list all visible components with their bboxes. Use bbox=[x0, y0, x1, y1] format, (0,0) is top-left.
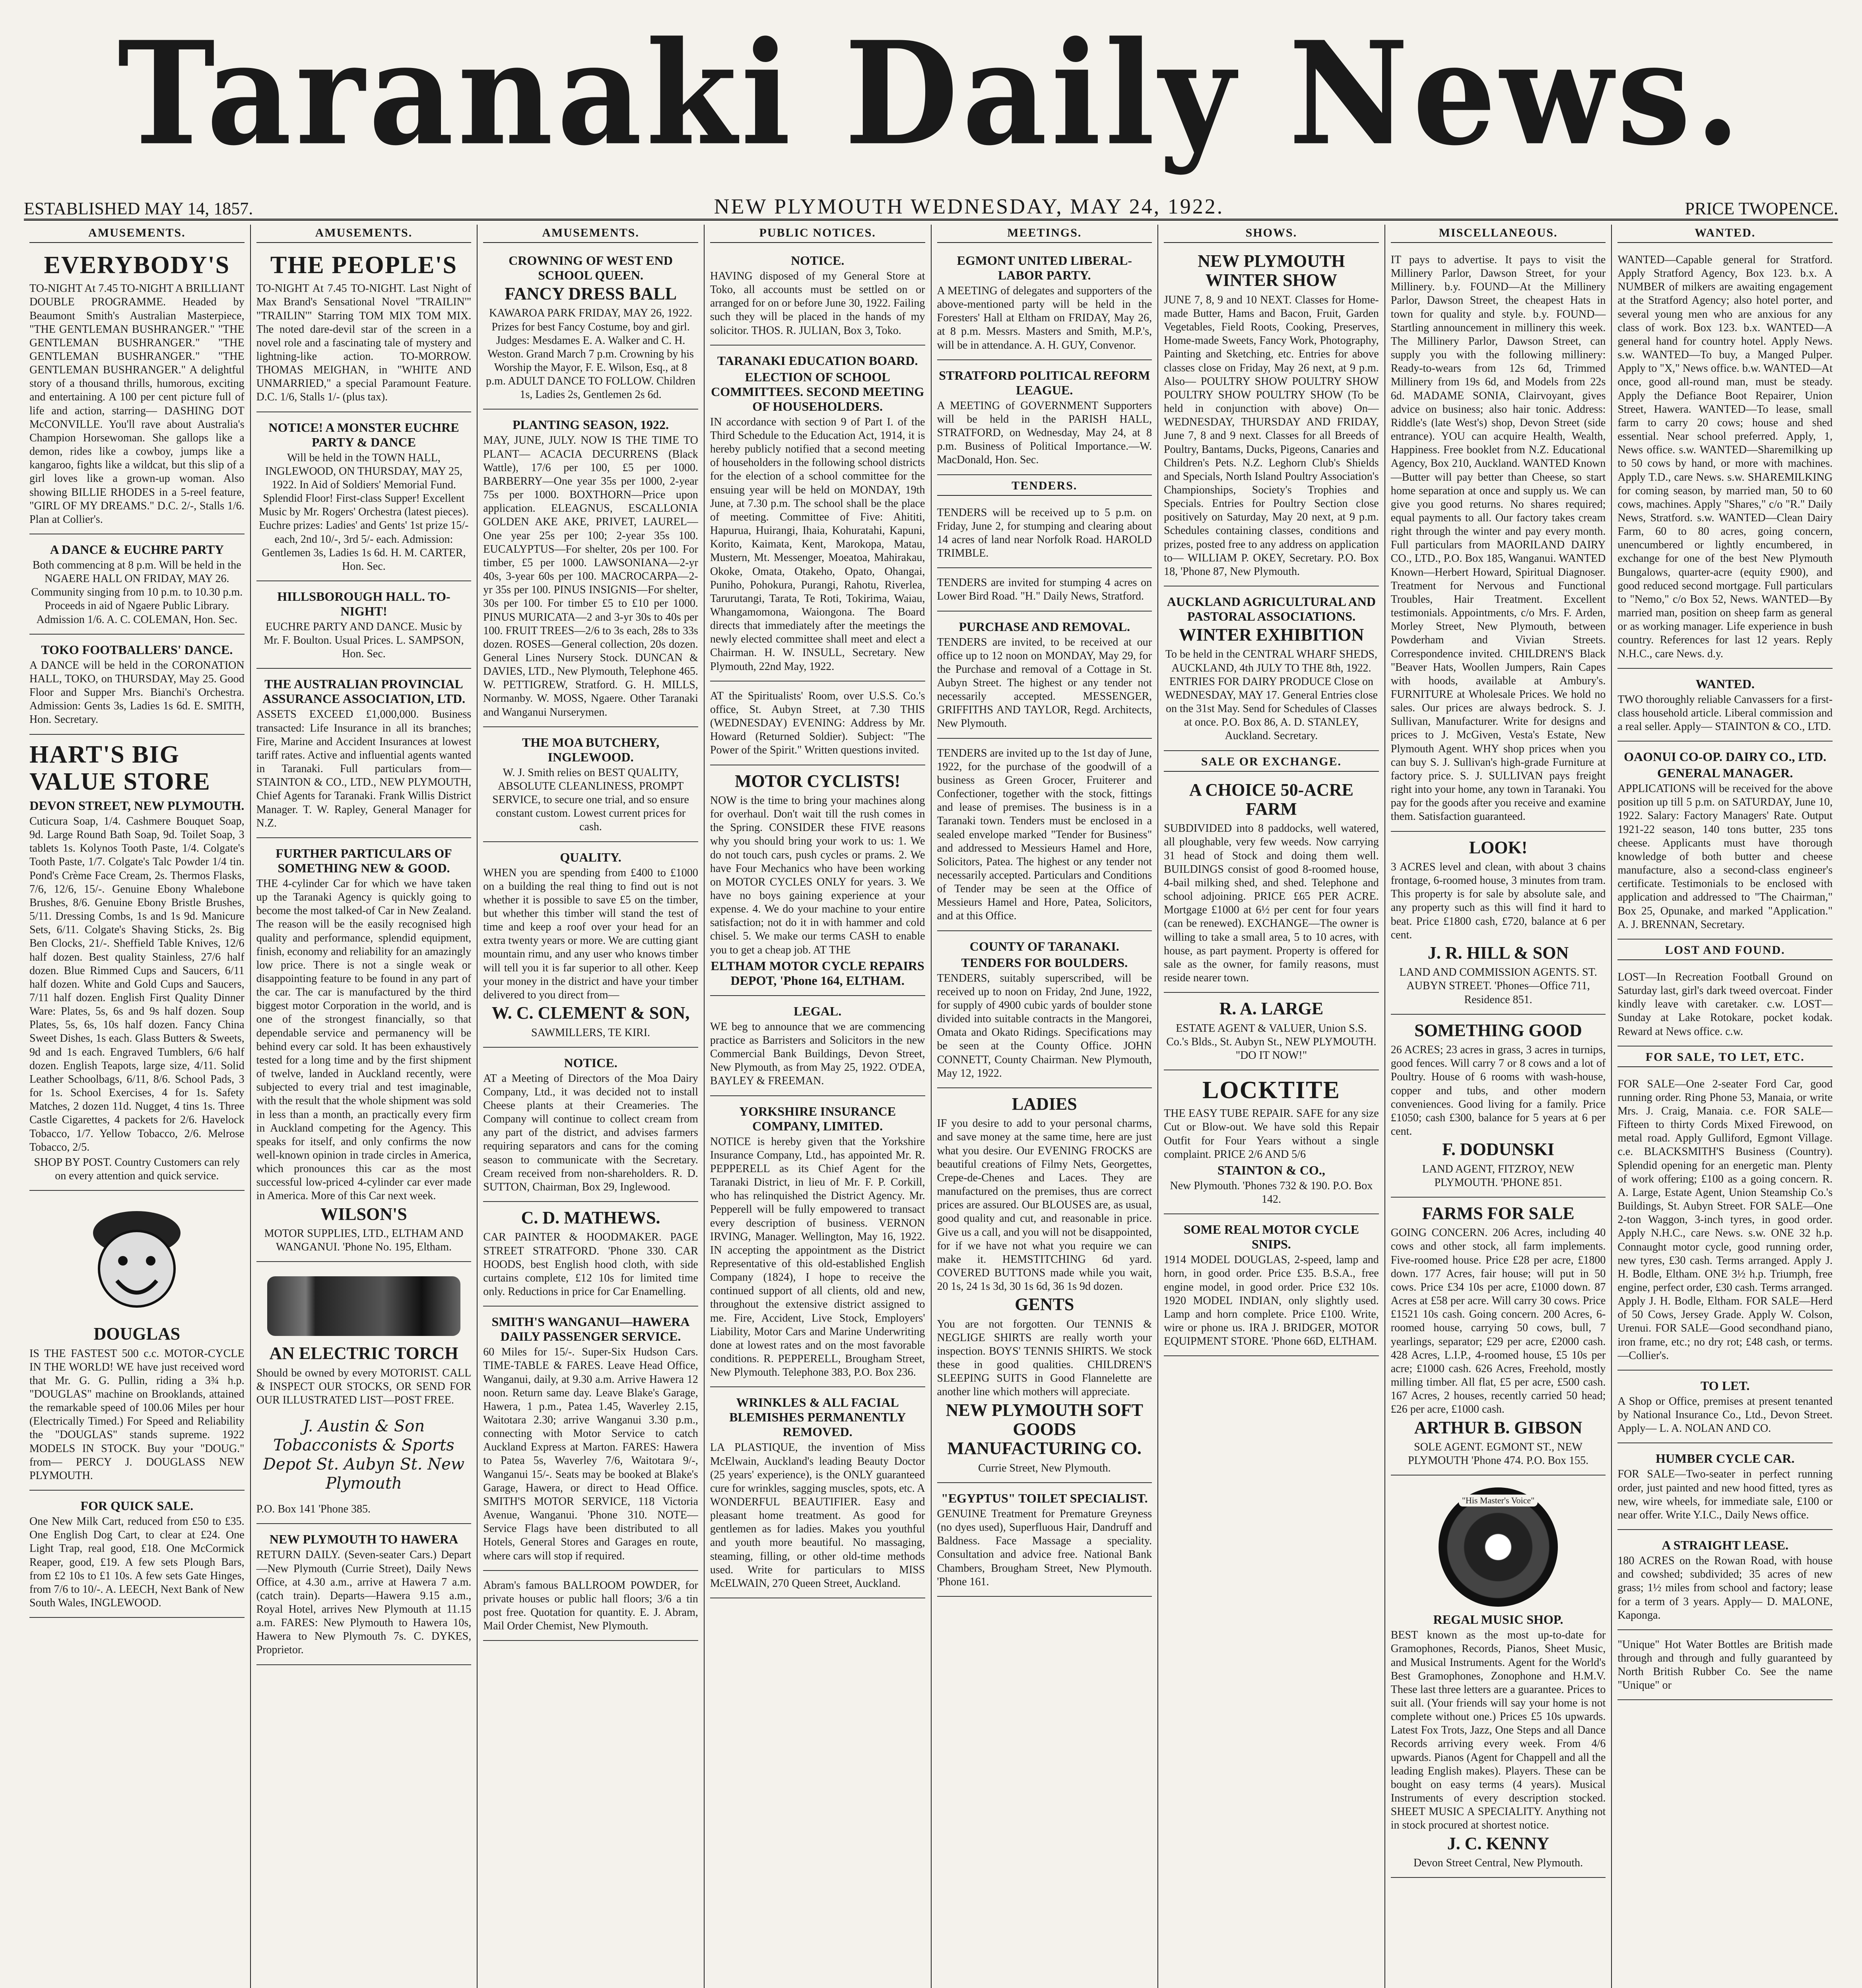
meeting-stratford-reform bbox=[937, 363, 1152, 475]
column-6 bbox=[1158, 225, 1385, 1988]
ad-body: A Shop or Office, premises at present tenanted by National Insurance Co., Ltd., Devon Street. Apply— L. A. NOLAN AND CO. bbox=[1617, 1395, 1833, 1435]
ad-title: GENTS bbox=[1015, 1295, 1074, 1314]
ad-title: THE PEOPLE'S bbox=[270, 252, 458, 279]
ad-body: BEST known as the most up-to-date for Gramophones, Records, Pianos, Sheet Music, and Musical Instruments. Agent for the World's Best Gramophones, Zonophone and H.M.V. These last three letters are a guarantee. Prices to suit all. (Your friends will say your home is not complete without one.) Prices £5 10s upwards. Latest Fox Trots, Jazz, One Steps and all Dance Records arriving every week. From 4/6 upwards. Pianos (Agent for Chappell and all the leading English makes). Players. These can be bought on easy terms (4 years). Musical Instruments of every description stocked. SHEET MUSIC A SPECIALITY. Anything not in stock procured at shortest notice. bbox=[1390, 1629, 1606, 1832]
ad-title: HUMBER CYCLE CAR. bbox=[1656, 1451, 1795, 1466]
ad-body: WANTED—Capable general for Stratford. Apply Stratford Agency, Box 123. b.x. A NUMBER of milkers are awaiting engagement at the Stratford Agency; also hotel porter, and several young men who are anxious for any class of work. Box 123. b.x. WANTED—A general hand for country hotel. Apply News. s.w. WANTED—To buy, a Manged Pulper. Apply to "X," News office. b.w. WANTED—At once, good all-round man, must be steady. Apply the Defiance Boot Repairer, Union Street, Hawera. WANTED—To lease, small farm to carry 20 cows; house and shed essential. Near school preferred. Apply, 1, News office. s.w. WANTED—Sharemilking up to 50 cows by hand, or more with machines. Apply T.D., care News. s.w. SHAREMILKING for coming season, by married man, 50 to 60 cows, machines. Apply "Shares," c/o "R." Daily News, Stratford. s.w. WANTED—Clean Dairy Farm, 60 to 80 acres, going concern, unencumbered or lightly encumbered, in exchange for one of the best New Plymouth Bungalows, quarter-acre (equity £900), and good reduced second mortgage. Full particulars to "Nemo," c/o Box 52, News. WANTED—By married man, position on sheep farm as general or as working manager. Life experience in bush country. References for last 12 years. Reply N.H.C., care News. d.y. bbox=[1617, 254, 1833, 660]
ad-euchre-party bbox=[29, 537, 245, 635]
ad-address: MOTOR SUPPLIES, LTD., ELTHAM AND WANGANUI. 'Phone No. 195, Eltham. bbox=[264, 1227, 464, 1254]
ad-wrinkles bbox=[710, 1390, 925, 1598]
ad-straight-lease bbox=[1617, 1532, 1833, 1630]
ad-body: JUNE 7, 8, 9 and 10 NEXT. Classes for Home-made Butter, Hams and Bacon, Fruit, Garden Vegetables, Field Roots, Cooking, Preserves, Home-made Sweets, Fancy Work, Photography, Painting and Sketching, etc. Entries for above classes close on Friday, May 26 next, at 9 p.m. Also— POULTRY SHOW POULTRY SHOW POULTRY SHOW POULTRY SHOW (To be held in conjunction with above) On— WEDNESDAY, THURSDAY AND FRIDAY, June 7, 8 and 9 next. Classes for all Breeds of Poultry, Bantams, Ducks, Pigeons, Canaries and Children's Pets. N.Z. Leghorn Club's Shields and Specials, North Island Poultry Association's Championships, Society's Trophies and Specials. Entries for Poultry Section close positively on Saturday, May 20 next, at 9 p.m. Schedules containing classes, conditions and prizes, posted free to any address on application to— WILLIAM P. OKEY, Secretary. P.O. Box 18, 'Phone 87, New Plymouth. bbox=[1164, 293, 1379, 578]
column-heading: MEETINGS. bbox=[937, 225, 1152, 243]
ad-douglas bbox=[29, 1193, 245, 1491]
ad-something-good bbox=[1391, 1017, 1606, 1198]
tender-purchase-removal bbox=[937, 614, 1152, 739]
ad-body: 60 Miles for 15/-. Super-Six Hudson Cars. TIME-TABLE & FARES. Leave Head Office, Wanganui, daily, at 9.30 a.m. Arrive Hawera 12 noon. Return same day. Leave Blake's Garage, Hawera, 1 p.m., Patea 1.45, Waverley 2.15, Waitotara 2.30; arrive Wanganui 3.30 p.m., connecting with Motor Service to catch Auckland Express at Marton. FARES: Hawera to Patea 5s, Waverley 7/6, Waitotara 9/-, Wanganui 15/-. Seats may be booked at Blake's Garage, Hawera, or direct to Head Office. SMITH'S MOTOR SERVICE, 118 Victoria Avenue, Wanganui. 'Phone 310. NOTE—Service Flags have been distributed to all Hotels, General Stores and Garages en route, where cars will stop if required. bbox=[483, 1346, 698, 1562]
column-3 bbox=[478, 225, 705, 1988]
ad-title: OAONUI CO-OP. DAIRY CO., LTD. bbox=[1624, 749, 1827, 764]
ad-body: APPLICATIONS will be received for the above position up till 5 p.m. on SATURDAY, June 10, 1922. Salary: Factory Managers' Rate. Output 1921-22 season, 140 tons butter, 235 tons cheese. Applicants must have thorough knowledge of both butter and cheese manufacture, also a second-class engineer's certificate. Testimonials to be enclosed with application and addressed to "The Chairman," Box 25, Opunake, and marked "Application." A. J. BRENNAN, Secretary. bbox=[1617, 782, 1833, 931]
column-heading: AMUSEMENTS. bbox=[29, 225, 245, 243]
ad-soft-goods bbox=[937, 1091, 1152, 1483]
ad-title: SMITH'S WANGANUI—HAWERA DAILY PASSENGER SERVICE. bbox=[491, 1314, 690, 1344]
ad-fancy-dress-ball bbox=[483, 248, 698, 410]
ad-company: J. C. KENNY bbox=[1447, 1833, 1549, 1853]
ad-title: NEW PLYMOUTH TO HAWERA bbox=[269, 1532, 458, 1547]
ad-body: WHEN you are spending from £400 to £1000 on a building the real thing to find out is not whether it is possible to save £5 on the timber, but whether this timber will stand the test of time and keep a roof over your head for an extra twenty years or more. We are cutting giant mountain rimu, and any user who knows timber will tell you it is far superior to all other. Keep your money in the district and have your timber delivered to you direct from— bbox=[483, 866, 698, 1001]
ad-body: A MEETING of delegates and supporters of the above-mentioned party will be held in the Foresters' Hall at Eltham on FRIDAY, May 26, at 8 p.m. Messrs. Masters and Smith, M.P.'s, will be in attendance. A. H. GUY, Convenor. bbox=[937, 285, 1152, 351]
ad-body: LA PLASTIQUE, the invention of Miss McElwain, Auckland's leading Beauty Doctor (25 years' experience), is the ONLY guaranteed cure for wrinkles, sagging muscles, spots, etc. A WONDERFUL BEAUTIFIER. Easy and pleasant home treatment. As good for gentlemen as for ladies. Makes you youthful and youth more beautiful. No massaging, steaming, filling, or other old-time methods used. Write for particulars to MISS McELWAIN, 270 Queen Street, Auckland. bbox=[710, 1441, 925, 1590]
ad-title: FOR QUICK SALE. bbox=[80, 1499, 194, 1513]
for-sale-classifieds bbox=[1617, 1072, 1833, 1371]
misc-classifieds bbox=[1391, 248, 1606, 832]
ad-title: NOTICE. bbox=[564, 1055, 617, 1070]
ad-address: LAND AND COMMISSION AGENTS. ST. AUBYN STREET. 'Phones—Office 711, Residence 851. bbox=[1399, 966, 1597, 1006]
ad-hillsborough bbox=[256, 584, 472, 669]
ad-clement-son bbox=[483, 845, 698, 1048]
record-label: "His Master's Voice" bbox=[1459, 1495, 1538, 1507]
ad-egyptus bbox=[937, 1485, 1152, 1597]
masthead-title: Taranaki Daily News. bbox=[117, 10, 1745, 177]
ad-footer: ELTHAM MOTOR CYCLE REPAIRS DEPOT, 'Phone 164, ELTHAM. bbox=[711, 958, 924, 988]
dateline-text: NEW PLYMOUTH WEDNESDAY, MAY 24, 1922. bbox=[714, 194, 1224, 218]
ad-title: WILSON'S bbox=[320, 1204, 407, 1224]
ad-title: LOOK! bbox=[1469, 837, 1528, 857]
notice-spiritualists bbox=[710, 684, 925, 765]
section-heading-sale: SALE OR EXCHANGE. bbox=[1164, 753, 1379, 772]
ad-title: NEW PLYMOUTH WINTER SHOW bbox=[1198, 251, 1345, 290]
ad-heading: GENERAL MANAGER. bbox=[1657, 766, 1793, 780]
gramophone-record-icon bbox=[1439, 1487, 1558, 1607]
ad-body: TWO thoroughly reliable Canvassers for a first-class household article. Liberal commission and a real seller. Apply— STAINTON & CO., LTD. bbox=[1617, 693, 1833, 733]
ad-regal-music bbox=[1391, 1478, 1606, 1878]
ad-title: THE AUSTRALIAN PROVINCIAL ASSURANCE ASSOCIATION, LTD. bbox=[262, 677, 466, 706]
tender-county-boulders bbox=[937, 934, 1152, 1088]
ad-title: SOMETHING GOOD bbox=[1414, 1020, 1582, 1040]
ad-everybodys bbox=[29, 248, 245, 534]
ad-body: WE beg to announce that we are commencing practice as Barristers and Solicitors in the new Commercial Bank Buildings, Devon Street, New Plymouth, as from May 25, 1922. O'DEA, BAYLEY & FREEMAN. bbox=[710, 1020, 925, 1087]
ad-title: TO LET. bbox=[1701, 1378, 1750, 1393]
ad-title: TARANAKI EDUCATION BOARD. bbox=[717, 353, 918, 368]
ad-title: AUCKLAND AGRICULTURAL AND PASTORAL ASSOCIATIONS. bbox=[1167, 594, 1376, 624]
ad-company: NEW PLYMOUTH SOFT GOODS MANUFACTURING CO. bbox=[946, 1400, 1143, 1458]
ad-company: STAINTON & CO., bbox=[1217, 1163, 1325, 1177]
ad-body: 26 ACRES; 23 acres in grass, 3 acres in turnips, good fences. Will carry 7 or 8 cows and a lot of Poultry. House of 6 rooms with wash-house, copper and tubs, and other modern conveniences. Good living for a family. Price £1050; cash £300, balance for 5 years at 6 per cent. bbox=[1390, 1044, 1606, 1138]
ad-title: WRINKLES & ALL FACIAL BLEMISHES PERMANENTLY REMOVED. bbox=[729, 1395, 906, 1439]
tender-stumping bbox=[937, 571, 1152, 611]
ad-winter-show bbox=[1164, 248, 1379, 586]
ad-cd-mathews bbox=[483, 1204, 698, 1307]
columns bbox=[24, 225, 1838, 1988]
column-7 bbox=[1385, 225, 1612, 1988]
ad-harts-store bbox=[29, 737, 245, 1191]
ad-look bbox=[1391, 834, 1606, 1015]
established-text: ESTABLISHED MAY 14, 1857. bbox=[24, 199, 253, 218]
ad-motor-cycle-snips bbox=[1164, 1217, 1379, 1356]
ad-body: LOST—In Recreation Football Ground on Saturday last, girl's dark tweed overcoat. Finder kindly leave with caretaker. c.w. LOST—Sunday at Lake Rotokare, pocket kodak. Reward at News office. c.w. bbox=[1617, 971, 1833, 1038]
ad-body: TENDERS are invited up to the 1st day of June, 1922, for the purchase of the goodwill of a business as Green Grocer, Fruiterer and Confectioner, together with the stock, fittings and lease of premises. The business is in a Taranaki town. Tenders must be enclosed in a sealed envelope marked "Tender for Business" and addressed to Messieurs Hamel and Hore, Solicitors, Patea. The highest or any tender not necessarily accepted. Particulars and Conditions of Tender may be seen at the Office of Messieurs Hamel and Hore, Patea, Solicitors, and at this Office. bbox=[937, 747, 1152, 922]
ad-body: TO-NIGHT At 7.45 TO-NIGHT A BRILLIANT DOUBLE PROGRAMME. Headed by Beaumont Smith's Australian Masterpiece, "THE GENTLEMAN BUSHRANGER." "THE GENTLEMAN BUSHRANGER." "THE GENTLEMAN BUSHRANGER." "THE GENTLEMAN BUSHRANGER." A delightful story of a thousand thrills, humorous, exciting and entertaining. A 100 per cent picture full of life and action, starring— DASHING DOT McCONVILLE. You'll rave about Australia's Champion Horsewoman. She gallops like a demon, rides like a cowboy, jumps like a kangaroo, fights like a wildcat, but this slip of a girl loves like a grown-up woman. Also showing BILLIE RHODES in a 5-reel feature, "GIRL OF MY DREAMS." D.C. 2/-, Stalls 1/6. Plan at Collier's. bbox=[29, 282, 245, 526]
column-heading: MISCELLANEOUS. bbox=[1391, 225, 1606, 243]
ad-address: Currie Street, New Plymouth. bbox=[978, 1462, 1111, 1474]
ad-provincial-assurance bbox=[256, 671, 472, 838]
ad-body: ASSETS EXCEED £1,000,000. Business transacted: Life Insurance in all its branches; Fire, Marine and Accident Insurances at lowest tariff rates. Active and influential agents wanted in Taranaki. Full particulars from— STAINTON & CO., LTD., NEW PLYMOUTH, Chief Agents for Taranaki. Frank Willis District Manager. T. W. Rapley, General Manager for N.Z. bbox=[256, 708, 472, 829]
ad-auckland-exhibition bbox=[1164, 589, 1379, 751]
ad-body: IS THE FASTEST 500 c.c. MOTOR-CYCLE IN THE WORLD! WE have just received word that Mr. G. G. Pullin, riding a 3¾ h.p. "DOUGLAS" machine on Brooklands, attained the remarkable speed of 100.06 Miles per hour (Electrically Timed.) For Speed and Reliability the "DOUGLAS" stands supreme. 1922 MODELS IN STOCK. Buy your "DOUG." from— PERCY J. DOUGLASS NEW PLYMOUTH. bbox=[29, 1347, 245, 1482]
ad-body: ESTATE AGENT & VALUER, Union S.S. Co.'s Blds., St. Aubyn St., NEW PLYMOUTH. "DO IT NOW!" bbox=[1166, 1022, 1377, 1062]
ad-body: TENDERS are invited, to be received at our office up to 12 noon on MONDAY, May 29, for the Purchase and removal of a Cottage in St. Aubyn Street. The highest or any tender not necessarily accepted. MESSENGER, GRIFFITHS AND TAYLOR, Regd. Architects, New Plymouth. bbox=[937, 636, 1152, 730]
ad-title: LOCKTITE bbox=[1202, 1077, 1340, 1104]
ad-title: THE MOA BUTCHERY, INGLEWOOD. bbox=[522, 735, 660, 764]
ad-title: W. C. CLEMENT & SON, bbox=[491, 1003, 690, 1023]
ad-title: YORKSHIRE INSURANCE COMPANY, LIMITED. bbox=[739, 1104, 896, 1133]
wanted-canvassers bbox=[1617, 671, 1833, 742]
price-text: PRICE TWOPENCE. bbox=[1685, 199, 1838, 218]
ad-body: A MEETING of GOVERNMENT Supporters will be held in the PARISH HALL, STRATFORD, on Wednesday, May 24, at 8 p.m. Business of Political Importance.—W. MacDonald, Hon. Sec. bbox=[937, 399, 1152, 466]
notice-yorkshire-insurance bbox=[710, 1099, 925, 1388]
wanted-classifieds bbox=[1617, 248, 1833, 669]
column-1 bbox=[24, 225, 251, 1988]
ad-body: MAY, JUNE, JULY. NOW IS THE TIME TO PLANT— ACACIA DECURRENS (Black Wattle), 17/6 per 100, £5 per 1000. BARBERRY—One year 35s per 1000, 2-year 75s per 1000. BOXTHORN—Price upon application. ELEAGNUS, ESCALLONIA GOLDEN AKE AKE, PRIVET, LAUREL—One year 25s per 100; 2-year 35s 100. EUCALYPTUS—For shelter, 20s per 100. For timber, £5 per 1000. LAWSONIANA—2-yr 40s, 3-year 60s per 100. MACROCARPA—2-yr 35s per 100. PINUS INSIGNIS—For shelter, 30s per 100. For timber £5 to £10 per 1000. PINUS MURICATA—2 and 3-yr 30s to 40s per 100. FRUIT TREES—2/6 to 3s each, 28s to 33s dozen. ROSES—General collection, 20s dozen. General Lines Nursery Stock. DUNCAN & DAVIES, LTD., New Plymouth, Telephone 465. W. PETTIGREW, Stratford. G. H. MILLS, Normanby. W. MOSS, Ngaere. Other Taranaki and Wanganui Nurserymen. bbox=[483, 434, 698, 718]
ad-np-hawera bbox=[256, 1526, 472, 1665]
ad-body: IN accordance with section 9 of Part I. of the Third Schedule to the Education Act, 1914, it is hereby publicly notified that a second meeting of householders in the following school districts for the election of a school committee for the ensuing year will be held on MONDAY, 19th June, at 7.30 p.m. The school shall be the place of meeting. Committee of Five: Ahititi, Hapurua, Huirangi, Ihaia, Kohuratahi, Kapuni, Korito, Kaimata, Kent, Marokopa, Matau, Mustern, Mt. Messenger, Moeatoa, Mahirakau, Okoke, Omata, Otakeho, Opato, Ohangai, Puniho, Pohokura, Purangi, Rahotu, Riverlea, Tarurutangi, Tarata, Te Roti, Tokirima, Waiau, Whangamomona, Waiongona. The Board directs that immediately after the meetings the newly elected committee shall meet and elect a Chairman. H. W. INSULL, Secretary. New Plymouth, 22nd May, 1922. bbox=[710, 415, 925, 673]
ad-body: TO-NIGHT At 7.45 TO-NIGHT. Last Night of Max Brand's Sensational Novel "TRAILIN'" "TRAILIN'" Starring TOM MIX TOM MIX. The noted dare-devil star of the screen in a novel role and a fascinating tale of mystery and lightning-like action. TO-MORROW. THOMAS MEIGHAN, in "WHITE AND UNMARRIED," a special Paramount Feature. D.C. 1/6, Stalls 1/- (plus tax). bbox=[256, 282, 472, 404]
ad-title: STRATFORD POLITICAL REFORM LEAGUE. bbox=[939, 368, 1150, 397]
ad-title: R. A. LARGE bbox=[1219, 999, 1324, 1019]
ad-title: A CHOICE 50-ACRE FARM bbox=[1189, 780, 1354, 819]
ad-body: FOR SALE—Two-seater in perfect running order, just painted and new hood fitted, tyres as new, wire wheels, for immediate sale, £100 or near offer. Write Y.I.C., Daily News office. bbox=[1617, 1468, 1833, 1521]
ad-body: IF you desire to add to your personal charms, and save money at the same time, here are just what you desire. Our EVENING FROCKS are beautiful creations of Filmy Nets, Georgettes, Crepe-de-Chenes and Laces. They are manufactured on the premises, thus are correct prices are assured. Our BLOUSES are, as usual, good quality and cut, and reasonable in price. Give us a call, and you will not be disappointed, for if we have not what you require we can make it. HEMSTITCHING 6d yard. COVERED BUTTONS made while you wait, 20 1s, 24 1s 3d, 30 1s 6d, 36 1s 9d dozen. bbox=[937, 1117, 1152, 1293]
ad-humber-cycle-car bbox=[1617, 1446, 1833, 1530]
column-4 bbox=[705, 225, 932, 1988]
notice-legal bbox=[710, 998, 925, 1096]
column-8 bbox=[1612, 225, 1838, 1988]
ad-address: SOLE AGENT. EGMONT ST., NEW PLYMOUTH 'Phone 474. P.O. Box 155. bbox=[1408, 1441, 1589, 1467]
ad-electric-torch bbox=[256, 1264, 472, 1524]
ad-monster-euchre bbox=[256, 415, 472, 581]
ad-body: GOING CONCERN. 206 Acres, including 40 cows and other stock, all farm implements. Five-roomed house. Price £28 per acre, £1800 down. 177 Acres, fair house; will put in 50 cows. Price £34 10s per acre, £1000 down. 87 Acres at £58 per acre. Will carry 30 cows. Price £1521 10s cash. Going concern. 200 Acres, 6-roomed house, carrying 50 cows, bull, 7 yearlings, separator; £29 per acre, £2000 cash. 428 Acres, L.I.P., 4-roomed house, £5 10s per acre; £1000 cash. 626 Acres, Freehold, mostly milling timber. All flat, £5 per acre, £500 cash. 167 Acres, 2 houses, recently carried 50 head; £26 per acre, £1000 cash. bbox=[1390, 1227, 1606, 1416]
meeting-egmont-liberal bbox=[937, 248, 1152, 360]
ad-title: EVERYBODY'S bbox=[44, 252, 230, 279]
ad-big: WINTER EXHIBITION bbox=[1179, 625, 1364, 645]
ad-title: HART'S BIG VALUE STORE bbox=[29, 741, 211, 795]
ad-motor-cyclists bbox=[710, 768, 925, 996]
ad-body: W. J. Smith relies on BEST QUALITY, ABSOLUTE CLEANLINESS, PROMPT SERVICE, to secure one trial, and so ensure constant custom. Lowest current prices for cash. bbox=[492, 766, 689, 833]
ad-smiths-service bbox=[483, 1309, 698, 1571]
ad-body: KAWAROA PARK FRIDAY, MAY 26, 1922. Prizes for best Fancy Costume, boy and girl. Judges: Mesdames E. A. Walker and C. H. Weston. Grand March 7 p.m. Crowning by his Worship the Mayor, F. E. Wilson, Esq., at 8 p.m. ADULT DANCE TO FOLLOW. Children 1s, Ladies 2s, Gentlemen 2s 6d. bbox=[486, 307, 695, 401]
ad-title: REGAL MUSIC SHOP. bbox=[1433, 1612, 1563, 1627]
column-5 bbox=[932, 225, 1159, 1988]
ad-title: C. D. MATHEWS. bbox=[521, 1208, 660, 1228]
ad-body: "Unique" Hot Water Bottles are British made through and through and fully guaranteed by North British Rubber Co. See the name "Unique" or bbox=[1617, 1638, 1833, 1692]
ad-address: LAND AGENT, FITZROY, NEW PLYMOUTH. 'PHONE 851. bbox=[1422, 1163, 1575, 1189]
ad-title: A STRAIGHT LEASE. bbox=[1662, 1538, 1788, 1553]
ad-title: NOTICE. bbox=[791, 253, 845, 268]
torch-icon bbox=[267, 1276, 461, 1336]
ad-company: J. R. HILL & SON bbox=[1427, 943, 1569, 963]
ad-heading: QUALITY. bbox=[560, 850, 621, 864]
ad-abram-powder bbox=[483, 1573, 698, 1641]
ad-body: IT pays to advertise. It pays to visit the Millinery Parlor, Dawson Street, for your Millinery. b.y. FOUND—At the Millinery Parlor, Dawson Street, the cheapest Hats in town for quality and style. b.y. FOUND—Startling announcement in millinery this week. The Millinery Parlor, Dawson Street, can supply you with the following millinery: Ready-to-wears from 12s 6d, Trimmed Millinery from 19s 6d, and Models from 22s 6d. MADAME SONIA, Clairvoyant, gives advice on business; also hair tonic. Address: Riddle's (late West's) shop, Devon Street (side entrance). YOU can acquire Health, Wealth, Happiness. Free booklet from N.Z. Educational Agency, Box 210, Auckland. WANTED Known—Butter will pay better than Cheese, so start home separation at once and supply us. We can give you good returns. No shares required; equal payments to all. Our factory takes cream right through the winter and pay every month. Full particulars from MAORILAND DAIRY CO., LTD., P.O. Box 185, Wanganui. WANTED Known—Herbert Howard, Spiritual Diagnoser. Treatment for Nervous and Functional Troubles, Hair Treatment. Excellent testimonials. Appointments, c/o Mrs. F. Arden, Morley Street, New Plymouth, between Powderham and Vivian Streets. Correspondence invited. CHILDREN'S Black "Beaver Hats, Woollen Jumpers, Rain Capes with hoods, available at Ambury's. FURNITURE at Wholesale Prices. We hold no sales. Our prices are always bedrock. S. J. Sullivan, Manufacturer. Write for designs and prices to J. McGiven, Vesta's Estate, New Plymouth Agent. WHY shop prices when you can buy S. J. Sullivan's high-grade Furniture at factory price. S. J. SULLIVAN pays freight right into your home, any town in Taranaki. You pay for the goods after you receive and examine them. Satisfaction guaranteed. bbox=[1390, 254, 1606, 823]
notice-julian bbox=[710, 248, 925, 346]
ad-title: NOTICE! A MONSTER EUCHRE PARTY & DANCE bbox=[268, 420, 459, 449]
ad-title: FANCY DRESS BALL bbox=[505, 284, 677, 303]
ad-hot-water-bottles bbox=[1617, 1633, 1833, 1701]
ad-body: 1914 MODEL DOUGLAS, 2-speed, lamp and horn, in good order. Price £35. B.S.A., free engine model, in good order. Price £32 10s. 1920 MODEL INDIAN, only slightly used. Lamp and horn complete. Price £100. Write, wire or phone us. IRA J. BRIDGER, MOTOR EQUIPMENT STORE. 'Phone 66D, ELTHAM. bbox=[1164, 1254, 1379, 1348]
ad-body: Will be held in the TOWN HALL, INGLEWOOD, ON THURSDAY, MAY 25, 1922. In Aid of Soldiers' Memorial Fund. Splendid Floor! First-class Supper! Excellent Music by Mr. Rogers' Orchestra (latest pieces). Euchre prizes: Ladies' and Gents' 1st prize 15/- each, 2nd 10/-, 3rd 5/- each. Admission: Gentlemen 3s, Ladies 1s 6d. H. M. CARTER, Hon. Sec. bbox=[259, 451, 469, 573]
ad-body: EUCHRE PARTY AND DANCE. Music by Mr. F. Boulton. Usual Prices. L. SAMPSON, Hon. Sec. bbox=[264, 621, 464, 660]
ad-body: NOTICE is hereby given that the Yorkshire Insurance Company, Ltd., has appointed Mr. R. PEPPERELL as its Chief Agent for the Taranaki District, in lieu of Mr. F. P. Corkill, who has relinquished the District Agency. Mr. Pepperell will be fully empowered to transact every description of business. VERNON IRVING, Manager. Wellington, May 16, 1922. IN accepting the appointment as the District Representative of this old-established English Company (1824), I hope to receive the continued support of all clients, old and new, throughout the extensive district assigned to me. Fire, Accident, Live Stock, Employers' Liability, Motor Cars and Marine Underwriting done at lowest rates and on the most favorable conditions. R. PEPPERELL, Brougham Street, New Plymouth. Telephone 383, P.O. Box 236. bbox=[710, 1135, 925, 1379]
ad-title: A DANCE & EUCHRE PARTY bbox=[50, 542, 224, 557]
ad-body: SUBDIVIDED into 8 paddocks, well watered, all ploughable, very few weeds. Now carrying 31 head of Stock and doing them well. BUILDINGS consist of good 8-roomed house, 4-bail milking shed, and shed. Telephone and school adjoining. PRICE £65 PER ACRE. Mortgage £1000 at 6½ per cent for four years (can be renewed). EXCHANGE—The owner is willing to take a small area, 5 to 10 acres, with house, as part payment. Property is offered for sale as the owner, for family reasons, must reside nearer town. bbox=[1164, 822, 1379, 984]
ad-title: "EGYPTUS" TOILET SPECIALIST. bbox=[941, 1491, 1148, 1505]
ad-toko-dance bbox=[29, 637, 245, 735]
to-let bbox=[1617, 1373, 1833, 1443]
section-heading-tenders: TENDERS. bbox=[937, 478, 1152, 496]
ad-body: 180 ACRES on the Rowan Road, with house and cowshed; subdivided; 35 acres of new grass; 1½ miles from school and factory; lease for a term of 3 years. Apply— D. MALONE, Kaponga. bbox=[1617, 1555, 1833, 1621]
ad-body: THE 4-cylinder Car for which we have taken up the Taranaki Agency is quickly going to become the most talked-of Car in New Zealand. The reason will be the easily recognised high quality and performance, splendid equipment, finish, economy and reliability for an amazingly low price. There is not a single weak or disappointing feature to be found in any part of the car. The car is manufactured by the third biggest motor Corporation in the world, and is one of the strongest financially, so that dependable service and permanency will be behind every car sold. It has been exhaustively tested for a long time and by the first shipment of twelve, landed in Auckland recently, were subjected to every trial and test imaginable, with the result that the whole shipment was sold in less than a month, an practically every firm in Auckland competing for the Agency. This speaks for itself, and only confirms the now well-known opinion in trade circles in America, which pronounces this car as the most successful low-priced 4-cylinder car ever made in America. More of this Car next week. bbox=[256, 877, 472, 1202]
ad-address: New Plymouth. 'Phones 732 & 190. P.O. Box 142. bbox=[1170, 1179, 1373, 1206]
ad-body: One New Milk Cart, reduced from £50 to £35. One English Dog Cart, to clear at £24. One Light Trap, real good, £18. One McCormick Reaper, good, £19. A few sets Plough Bars, from £2 10s to £1 10s. A few sets Gate Hinges, from 7/6 to 10/-. A. LEECH, Next Bank of New South Wales, INGLEWOOD. bbox=[29, 1515, 245, 1609]
ad-heading: FURTHER PARTICULARS OF SOMETHING NEW & GOOD. bbox=[276, 846, 452, 875]
ad-body: You are not forgotten. Our TENNIS & NEGLIGE SHIRTS are really worth your inspection. BOYS' TENNIS SHIRTS. We stock these in good qualities. CHILDREN'S SLEEPING SUITS in Good Flannelette are another line which mothers will appreciate. bbox=[937, 1318, 1152, 1398]
ad-body: AT a Meeting of Directors of the Moa Dairy Company, Ltd., it was decided not to install Cheese plants at their Creameries. The Company will continue to collect cream from any part of the district, and advises farmers requiring separators and cans for the coming season to communicate with the Secretary. Cream received from non-shareholders. R. D. SUTTON, Chairman, Box 29, Inglewood. bbox=[483, 1072, 698, 1193]
ad-title: EGMONT UNITED LIBERAL-LABOR PARTY. bbox=[957, 253, 1132, 282]
mascot-face-icon bbox=[29, 1201, 245, 1320]
ad-company: ARTHUR B. GIBSON bbox=[1414, 1417, 1582, 1437]
column-heading: AMUSEMENTS. bbox=[256, 225, 472, 243]
austin-signature: J. Austin & Son Tobacconists & Sports Depot St. Aubyn St. New Plymouth bbox=[263, 1417, 465, 1493]
ad-oaonui-dairy bbox=[1617, 744, 1833, 940]
ad-choice-farm bbox=[1164, 777, 1379, 993]
column-2 bbox=[251, 225, 478, 1988]
section-heading-lost: LOST AND FOUND. bbox=[1617, 942, 1833, 960]
column-heading: PUBLIC NOTICES. bbox=[710, 225, 925, 243]
ad-body: GENUINE Treatment for Premature Greyness (no dyes used), Superfluous Hair, Dandruff and Baldness. Face Massage a speciality. Consultation and advice free. National Bank Chambers, Brougham Street, New Plymouth. 'Phone 161. bbox=[937, 1507, 1152, 1588]
ad-title: PURCHASE AND REMOVAL. bbox=[959, 619, 1130, 634]
ad-body: NOW is the time to bring your machines along for overhaul. Don't wait till the rush comes in the Spring. CONSIDER these FIVE reasons why you should bring your work to us: 1. We do not touch cars, push cycles or prams. 2. We have Four Mechanics who have been working on MOTOR CYCLES ONLY for years. 3. We have no boys gaining experience at your expense. 4. We do your machine to your entire satisfaction; not do it in with hammer and cold chisel. 5. We make our terms CASH to enable you to get a cheap job. AT THE bbox=[710, 794, 925, 956]
ad-body: 3 ACRES level and clean, with about 3 chains frontage, 6-roomed house, 3 minutes from tram. This property is for sale by absolute sale, and any property such as this will find it hard to beat. Price £1800 cash, £720, balance at 6 per cent. bbox=[1390, 860, 1606, 941]
ad-ra-large bbox=[1164, 995, 1379, 1070]
column-heading: SHOWS. bbox=[1164, 225, 1379, 243]
ad-moa-butchery bbox=[483, 730, 698, 842]
ad-title: AN ELECTRIC TORCH bbox=[269, 1343, 458, 1363]
lost-found bbox=[1617, 965, 1833, 1046]
ad-quick-sale bbox=[29, 1493, 245, 1618]
tender-trimble bbox=[937, 501, 1152, 569]
ad-heading: CROWNING OF WEST END SCHOOL QUEEN. bbox=[509, 253, 673, 282]
masthead bbox=[24, 0, 1838, 187]
ad-body: RETURN DAILY. (Seven-seater Cars.) Depart—New Plymouth (Currie Street), Daily News Office, at 4.30 a.m., arrive at Hawera 7 a.m. (catch train). Departs—Hawera 9.15 a.m., Royal Hotel, arrives New Plymouth at 11.15 a.m. FARES: New Plymouth to Hawera 10s, Hawera to New Plymouth 7s. C. DYKES, Proprietor. bbox=[256, 1549, 472, 1656]
ad-body: FOR SALE—One 2-seater Ford Car, good running order. Ring Phone 53, Manaia, or write Mrs. J. Craig, Manaia. c.e. FOR SALE—Fifteen to thirty Cords Mixed Firewood, on metal road. Apply Gulliford, Egmont Village. c.e. BLACKSMITH'S Business (Country). Splendid opening for an energetic man. Plenty of work offering; £100 as a going concern. R. A. Large, Estate Agent, Union Steamship Co.'s Buildings, St. Aubyn Street. FOR SALE—One 2-ton Waggon, 3-inch tyres, in good order. Apply N.H.C., care News. s.w. ONE 32 h.p. Connaught motor cycle, good running order, new tyres, £30 cash. Terms arranged. Apply J. H. Bodle, Eltham. ONE 3½ h.p. Triumph, free engine, perfect order, £30 cash. Terms arranged. Apply J. H. Bodle, Eltham. FOR SALE—Herd of 50 Cows, Jersey Grade. Apply W. Colson, Urenui. FOR SALE—Good secondhand piano, iron frame, etc.; no dry rot; £48 cash, or terms.—Collier's. bbox=[1617, 1077, 1833, 1362]
ad-moa-dairy bbox=[483, 1050, 698, 1202]
ad-title: LEGAL. bbox=[794, 1004, 842, 1018]
ad-title: FARMS FOR SALE bbox=[1422, 1203, 1575, 1223]
ad-title: HILLSBOROUGH HALL. TO-NIGHT! bbox=[277, 589, 450, 618]
ad-heading: ELECTION OF SCHOOL COMMITTEES. SECOND MEETING OF HOUSEHOLDERS. bbox=[711, 369, 924, 414]
ad-wilsons bbox=[256, 841, 472, 1262]
ad-title: TOKO FOOTBALLERS' DANCE. bbox=[41, 642, 233, 657]
ad-body: HAVING disposed of my General Store at Toko, all accounts must be settled on or arranged for on or before June 30, 1922. Failing such they will be placed in the hands of my solicitor. THOS. R. JULIAN, Box 3, Toko. bbox=[710, 270, 925, 337]
ad-address: Devon Street Central, New Plymouth. bbox=[1413, 1856, 1583, 1869]
ad-body: Abram's famous BALLROOM POWDER, for private houses or public hall floors; 3/6 a tin post free. Quotation for quantity. E. J. Abram, Mail Order Chemist, New Plymouth. bbox=[483, 1579, 698, 1633]
ad-body: THE EASY TUBE REPAIR. SAFE for any size Cut or Blow-out. We have sold this Repair Outfit for Four Years without a single complaint. PRICE 2/6 AND 5/6 bbox=[1164, 1107, 1379, 1161]
ad-body: TENDERS, suitably superscribed, will be received up to noon on Friday, 2nd June, 1922, for supply of 4900 cubic yards of boulder stone divided into suitable contracts in the Mangorei, Omata and Okato Ridings. Specifications may be seen at the County Office. JOHN CONNETT, County Chairman. New Plymouth, May 12, 1922. bbox=[937, 972, 1152, 1079]
ad-body: TENDERS will be received up to 5 p.m. on Friday, June 2, for stumping and clearing about 14 acres of land near Norfolk Road. HAROLD TRIMBLE. bbox=[937, 506, 1152, 560]
ad-body: Cuticura Soap, 1/4. Cashmere Bouquet Soap, 9d. Large Round Bath Soap, 9d. Toilet Soap, 3 tablets 1s. Kolynos Tooth Paste, 1/4. Colgate's Tooth Paste, 1/7. Colgate's Talc Powder 1/4 tin. Pond's Crème Face Cream, 2s. Thermos Flasks, 7/6, 12/6, 15/-. Genuine Ebony Whalebone Brushes, 8/6. Genuine Ebony Bristle Brushes, 5/11. Dressing Combs, 1s and 1s 9d. Manicure Sets, 6/11. Colgate's Shaving Sticks, 2s. Big Ben Clocks, 21/-. Sheffield Table Knives, 12/6 half dozen. Best quality Stainless, 27/6 half dozen. Blue Rimmed Cups and Saucers, 6/11 half dozen. White and Gold Cups and Saucers, 7/11 half dozen. English First Quality Dinner Ware: Plates, 5s, 6s and 9s half dozen. Soup Plates, 5s, 6s, 10s half dozen. Fancy China Sweet Dishes, 1s each. Glass Butters & Sweets, 9d and 1s each. Engraved Tumblers, 6/6 half dozen. English Teapots, large size, 4/11. Solid Leather Schoolbags, 6/11, 8/6. School Pads, 3 for 1s. School Exercises, 4 for 1s. Safety Matches, 2 dozen 11d. Nugget, 4 tins 1s. Three Castle Cigarettes, 4 packets for 2/6. Havelock Tobacco, 1/7. Yellow Tobacco, 2/6. Melrose Tobacco, 2/5. bbox=[29, 815, 245, 1153]
ad-subtitle: DEVON STREET, NEW PLYMOUTH. bbox=[29, 798, 245, 813]
ad-body: CAR PAINTER & HOODMAKER. PAGE STREET STRATFORD. 'Phone 330. CAR HOODS, best English hood cloth, with side curtains complete, £12 10s for limited time only. Reductions in price for Car Enamelling. bbox=[483, 1231, 698, 1298]
ad-title: WANTED. bbox=[1695, 676, 1755, 691]
ad-title: DOUGLAS bbox=[93, 1324, 181, 1344]
ad-company: F. DODUNSKI bbox=[1442, 1140, 1555, 1159]
ad-footer: SHOP BY POST. Country Customers can rely on every attention and quick service. bbox=[34, 1156, 240, 1182]
section-heading-for-sale: FOR SALE, TO LET, ETC. bbox=[1617, 1049, 1833, 1067]
ad-body: Should be owned by every MOTORIST. CALL & INSPECT OUR STOCKS, OR SEND FOR OUR ILLUSTRATED LIST—POST FREE. bbox=[256, 1367, 472, 1407]
ad-title: MOTOR CYCLISTS! bbox=[735, 771, 901, 791]
ad-locktite bbox=[1164, 1073, 1379, 1214]
ad-planting-season bbox=[483, 412, 698, 727]
ad-body: TENDERS are invited for stumping 4 acres on Lower Bird Road. "H." Daily News, Stratford. bbox=[937, 577, 1152, 603]
ad-farms-for-sale bbox=[1391, 1200, 1606, 1475]
ad-title: COUNTY OF TARANAKI. bbox=[969, 939, 1119, 953]
ad-footer: P.O. Box 141 'Phone 385. bbox=[256, 1503, 371, 1516]
ad-heading: TENDERS FOR BOULDERS. bbox=[961, 955, 1128, 970]
ad-address: SAWMILLERS, TE KIRI. bbox=[531, 1026, 650, 1039]
ad-peoples bbox=[256, 248, 472, 412]
ad-body: Both commencing at 8 p.m. Will be held in the NGAERE HALL ON FRIDAY, MAY 26. Community singing from 10 p.m. to 10.30 p.m. Proceeds in aid of Ngaere Public Library. Admission 1/6. A. C. COLEMAN, Hon. Sec. bbox=[31, 559, 243, 626]
ad-body: AT the Spiritualists' Room, over U.S.S. Co.'s office, St. Aubyn Street, at 7.30 THIS (WEDNESDAY) EVENING: Address by Mr. Howard (Returned Soldier). Subject: "The Power of the Spirit." Written questions invited. bbox=[710, 689, 925, 757]
tender-hamel-hore bbox=[937, 741, 1152, 931]
ad-body: To be held in the CENTRAL WHARF SHEDS, AUCKLAND, 4th JULY TO THE 8th, 1922. ENTRIES FOR DAIRY PRODUCE Close on WEDNESDAY, MAY 17. General Entries close on the 31st May. Send for Schedules of Classes at once. P.O. Box 86, A. D. STANLEY, Auckland. Secretary. bbox=[1165, 648, 1378, 742]
column-heading: AMUSEMENTS. bbox=[483, 225, 698, 243]
ad-title: SOME REAL MOTOR CYCLE SNIPS. bbox=[1183, 1222, 1359, 1252]
column-heading: WANTED. bbox=[1617, 225, 1833, 243]
ad-body: A DANCE will be held in the CORONATION HALL, TOKO, on THURSDAY, May 25. Good Floor and Supper Mrs. Bianchi's Orchestra. Admission: Gents 3s, Ladies 1s 6d. E. SMITH, Hon. Secretary. bbox=[29, 659, 245, 726]
notice-education-board bbox=[710, 348, 925, 681]
ad-title: LADIES bbox=[1012, 1094, 1077, 1114]
ad-title: PLANTING SEASON, 1922. bbox=[513, 417, 669, 432]
